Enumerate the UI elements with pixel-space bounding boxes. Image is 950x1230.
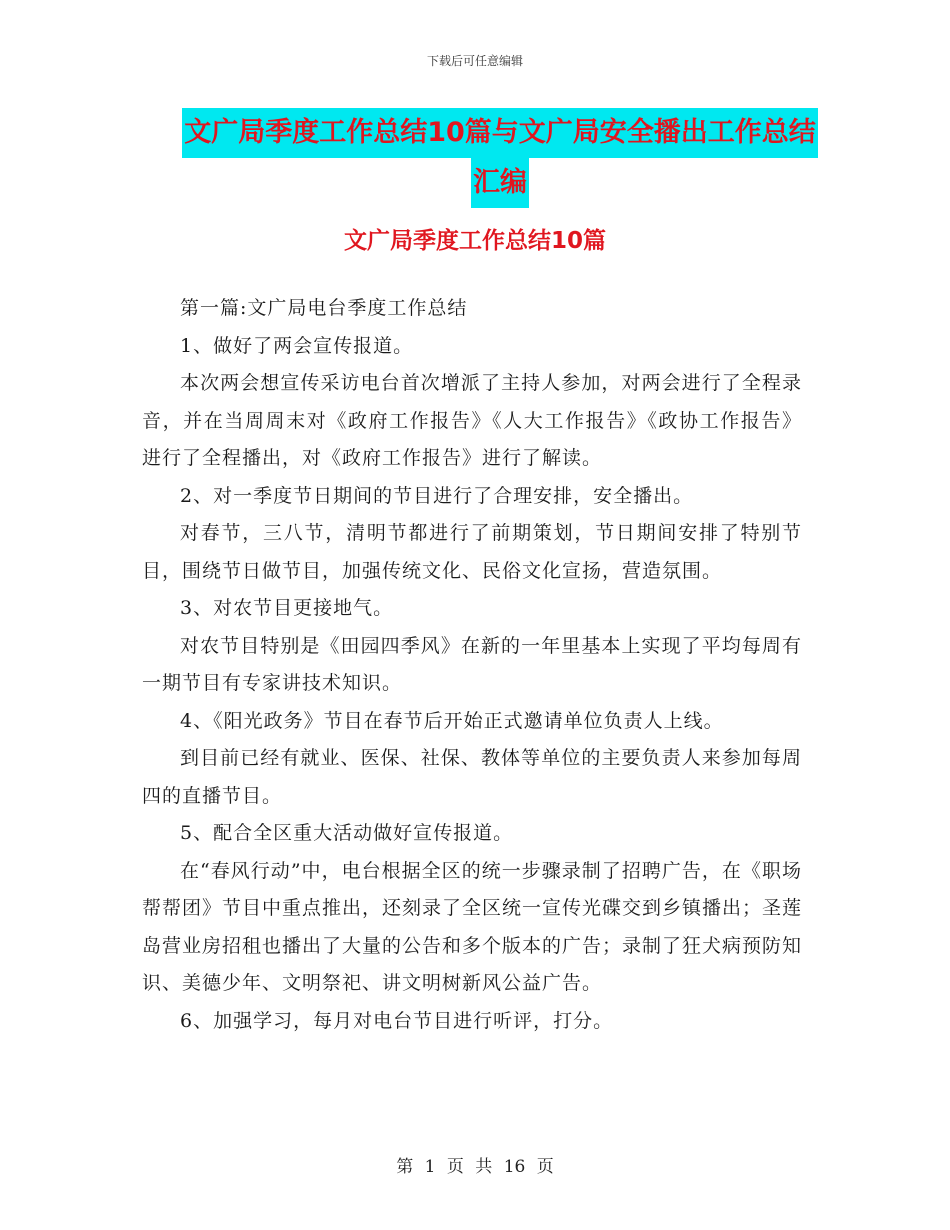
paragraph: 3、对农节目更接地气。	[180, 597, 394, 619]
header-note: 下载后可任意编辑	[426, 54, 523, 68]
document-title	[140, 108, 860, 208]
paragraph: 2、对一季度节日期间的节目进行了合理安排，安全播出。	[180, 484, 694, 507]
paragraph: 对春节，三八节，清明节都进行了前期策划，节日期间安排了特别节目，围绕节日做节目，加强传统文化、民俗文化宣扬，营造氛围。	[142, 522, 802, 582]
section-title: 文广局季度工作总结10篇	[343, 228, 606, 254]
paragraph: 在“春风行动”中，电台根据全区的统一步骤录制了招聘广告，在《职场帮帮团》节目中重点推出，还刻录了全区统一宣传光碟交到乡镇播出；圣莲岛营业房招租也播出了大量的公告和多个版本的广告；录制了狂犬病预防知识、美德少年、文明祭祀、讲文明树新风公益广告。	[142, 859, 803, 994]
paragraph: 本次两会想宣传采访电台首次增派了主持人参加，对两会进行了全程录音，并在当周周末对《政府工作报告》《人大工作报告》《政协工作报告》进行了全程播出，对《政府工作报告》进行了解读。	[142, 372, 802, 469]
paragraph: 5、配合全区重大活动做好宣传报道。	[180, 822, 514, 844]
title-line-2: 汇编	[471, 158, 529, 208]
paragraph: 4、《阳光政务》节目在春节后开始正式邀请单位负责人上线。	[180, 709, 724, 732]
title-line-1: 文广局季度工作总结10篇与文广局安全播出工作总结	[182, 108, 818, 158]
document-body	[142, 290, 802, 1040]
page-number-footer: 第 1 页 共 16 页	[396, 1157, 554, 1177]
paragraph: 1、做好了两会宣传报道。	[180, 334, 414, 357]
paragraph: 第一篇:文广局电台季度工作总结	[180, 297, 468, 319]
paragraph: 到目前已经有就业、医保、社保、教体等单位的主要负责人来参加每周四的直播节目。	[142, 747, 802, 807]
paragraph: 6、加强学习，每月对电台节目进行听评，打分。	[180, 1009, 614, 1032]
paragraph: 对农节目特别是《田园四季风》在新的一年里基本上实现了平均每周有一期节目有专家讲技术知识。	[142, 634, 802, 694]
